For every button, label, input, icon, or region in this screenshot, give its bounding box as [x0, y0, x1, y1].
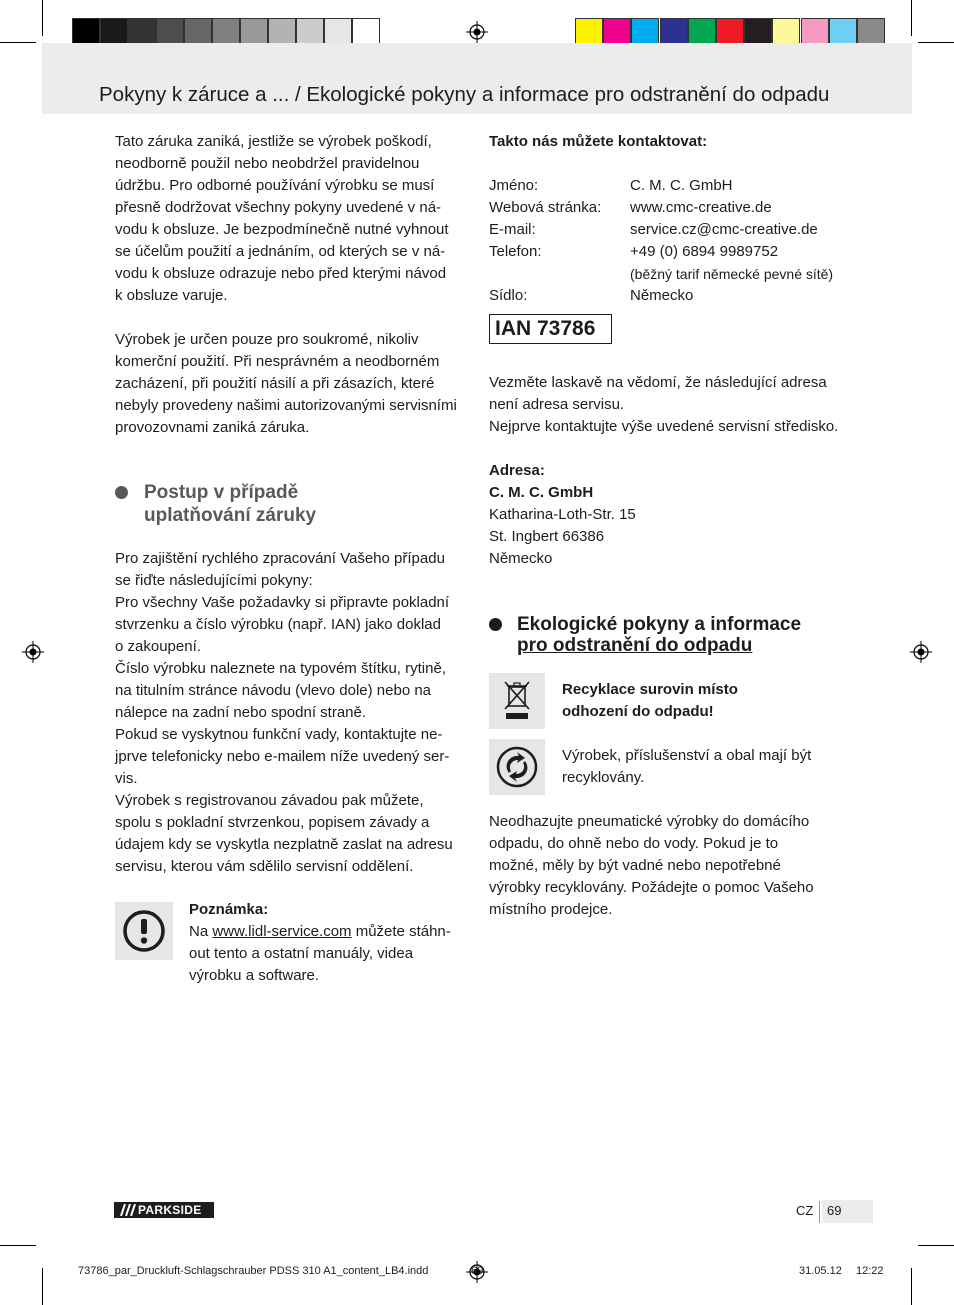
text-line: odpadu, do ohně nebo do vody. Pokud je to [489, 835, 779, 852]
section-heading-claim: uplatňování záruky [144, 505, 317, 526]
registration-mark-icon [22, 641, 44, 663]
text-line: nebyly provedeny našimi autorizovanými servisními [115, 397, 457, 414]
color-swatch [100, 18, 128, 46]
print-date: 31.05.12 [799, 1265, 842, 1277]
text-line: vodu k obsluze odrazuje nebo před kterými návod [115, 265, 447, 282]
contact-label: Webová stránka: [489, 199, 602, 216]
text-line: provozovnami zaniká záruka. [115, 419, 310, 436]
contact-heading: Takto nás můžete kontaktovat: [489, 133, 708, 150]
note-title: Poznámka: [189, 901, 269, 918]
exclamation-icon [115, 902, 173, 960]
crop-mark [0, 1245, 36, 1246]
file-page: 69 [471, 1265, 484, 1277]
color-swatch [716, 18, 744, 46]
registration-mark-icon [466, 21, 488, 43]
weee-icon-box [489, 673, 545, 729]
text-line: Číslo výrobku naleznete na typovém štítku, rytině, [115, 660, 446, 677]
text-line: Pokud se vyskytnou funkční vady, kontaktujte ne- [115, 726, 443, 743]
bullet-icon [489, 618, 502, 631]
text-line: místního prodejce. [489, 901, 613, 918]
note-line: out tento a ostatní manuály, videa [189, 945, 414, 962]
text-line: možné, měly by být vadné nebo nepotřebné [489, 857, 781, 874]
divider [819, 1201, 820, 1223]
text-line: přesně dodržovat všechny pokyny uvedené v ná- [115, 199, 442, 216]
contact-value: C. M. C. GmbH [630, 177, 733, 194]
text-line: Tato záruka zaniká, jestliže se výrobek poškodí, [115, 133, 432, 150]
ian-number: IAN 73786 [495, 317, 596, 340]
text-line: St. Ingbert 66386 [489, 528, 605, 545]
color-swatch [128, 18, 156, 46]
logo-stripes-icon [118, 1204, 136, 1216]
color-swatch [72, 18, 100, 46]
lidl-service-link[interactable]: www.lidl-service.com [212, 923, 352, 940]
color-swatch [184, 18, 212, 46]
bullet-icon [115, 486, 128, 499]
note-text: Na [189, 923, 213, 940]
address-label: Adresa: [489, 462, 545, 479]
page-number: 69 [827, 1203, 842, 1218]
color-swatch [801, 18, 829, 46]
text-line: výrobky recyklovány. Požádejte o pomoc Vašeho [489, 879, 814, 896]
text-line: Výrobek s registrovanou závadou pak můžete, [115, 792, 424, 809]
note-text: můžete stáhn- [351, 923, 451, 940]
print-time: 12:22 [856, 1265, 884, 1277]
text-line: Vezměte laskavě na vědomí, že následující adresa [489, 374, 827, 391]
crossed-bin-icon [489, 673, 545, 729]
green-dot-recycle-icon [489, 739, 545, 795]
text-line: na titulním stránce návodu (vlevo dole) nebo na [115, 682, 432, 699]
page-title: Pokyny k záruce a ... / Ekologické pokyny a informace pro odstranění do odpadu [99, 83, 830, 106]
text-line: Německo [489, 550, 553, 567]
crop-mark [911, 0, 912, 36]
recycle-heading: Recyklace surovin místo [562, 681, 738, 698]
contact-value: Německo [630, 287, 694, 304]
section-heading-eco: Ekologické pokyny a informace [517, 614, 802, 635]
crop-mark [918, 42, 954, 43]
text-line: Katharina-Loth-Str. 15 [489, 506, 636, 523]
text-line: neodborně použil nebo neobdržel pravidelnou [115, 155, 420, 172]
color-swatch [324, 18, 352, 46]
color-swatch [829, 18, 857, 46]
text-line: Pro zajištění rychlého zpracování Vašeho případu [115, 550, 445, 567]
color-swatch [688, 18, 716, 46]
text-line: vodu k obsluze. Je bezpodmínečně nutné vyhnout [115, 221, 449, 238]
section-heading-claim: Postup v případě [144, 482, 299, 503]
note-icon-box [115, 902, 173, 960]
address-company: C. M. C. GmbH [489, 484, 594, 501]
text-line: Neodhazujte pneumatické výrobky do domácího [489, 813, 810, 830]
text-line: Pro všechny Vaše požadavky si připravte pokladní [115, 594, 450, 611]
text-line: není adresa servisu. [489, 396, 625, 413]
contact-value: (běžný tarif německé pevné sítě) [630, 266, 834, 282]
color-swatch [744, 18, 772, 46]
contact-value: service.cz@cmc-creative.de [630, 221, 818, 238]
crop-mark [918, 1245, 954, 1246]
parkside-logo [114, 1202, 214, 1218]
registration-mark-icon [910, 641, 932, 663]
recycle-text: recyklovány. [562, 769, 645, 786]
text-line: spolu s pokladní stvrzenkou, popisem závady a [115, 814, 430, 831]
text-line: jprve telefonicky nebo e-mailem níže uvedený ser- [115, 748, 450, 765]
contact-value: www.cmc-creative.de [630, 199, 772, 216]
color-swatch [631, 18, 659, 46]
crop-mark [911, 1268, 912, 1305]
color-swatch [575, 18, 603, 46]
crop-mark [42, 1268, 43, 1305]
recycle-text: Výrobek, příslušenství a obal mají být [562, 747, 812, 764]
text-line: komerční použití. Při nesprávném a neodborném [115, 353, 440, 370]
text-line: o zakoupení. [115, 638, 201, 655]
contact-label: Sídlo: [489, 287, 528, 304]
color-swatch [156, 18, 184, 46]
text-line: údržbu. Pro odborné používání výrobku se musí [115, 177, 435, 194]
recycle-heading: odhození do odpadu! [562, 703, 714, 720]
text-line: zacházení, při použití násilí a při zásazích, které [115, 375, 435, 392]
color-swatch [268, 18, 296, 46]
text-line: Nejprve kontaktujte výše uvedené servisní středisko. [489, 418, 839, 435]
contact-label: Telefon: [489, 243, 542, 260]
color-swatch [296, 18, 324, 46]
contact-label: E-mail: [489, 221, 536, 238]
text-line: se účelům použití a jednáním, od kterých se v ná- [115, 243, 446, 260]
note-line [189, 921, 451, 943]
text-line: stvrzenku a číslo výrobku (např. IAN) jako doklad [115, 616, 441, 633]
brand-name: PARKSIDE [138, 1203, 202, 1217]
color-swatch [660, 18, 688, 46]
green-dot-icon-box [489, 739, 545, 795]
contact-value: +49 (0) 6894 9989752 [630, 243, 779, 260]
text-line: se řiďte následujícími pokyny: [115, 572, 313, 589]
text-line: servisu, kterou vám sdělilo servisní oddělení. [115, 858, 414, 875]
text-line: údajem kdy se vyskytla nezplatně zaslat na adresu [115, 836, 453, 853]
note-line: výrobku a software. [189, 967, 320, 984]
crop-mark [0, 42, 36, 43]
section-heading-eco: pro odstranění do odpadu [517, 635, 753, 656]
crop-mark [42, 0, 43, 36]
contact-label: Jméno: [489, 177, 539, 194]
color-swatch [212, 18, 240, 46]
color-swatch [603, 18, 631, 46]
color-swatch [240, 18, 268, 46]
color-swatch [772, 18, 800, 46]
text-line: vis. [115, 770, 138, 787]
text-line: Výrobek je určen pouze pro soukromé, nikoliv [115, 331, 419, 348]
language-code: CZ [796, 1203, 814, 1218]
color-swatch [352, 18, 380, 46]
color-swatch [857, 18, 885, 46]
text-line: nálepce na zadní nebo spodní straně. [115, 704, 367, 721]
text-line: k obsluze varuje. [115, 287, 228, 304]
file-name: 73786_par_Druckluft-Schlagschrauber PDSS 310 A1_content_LB4.indd [78, 1265, 429, 1277]
